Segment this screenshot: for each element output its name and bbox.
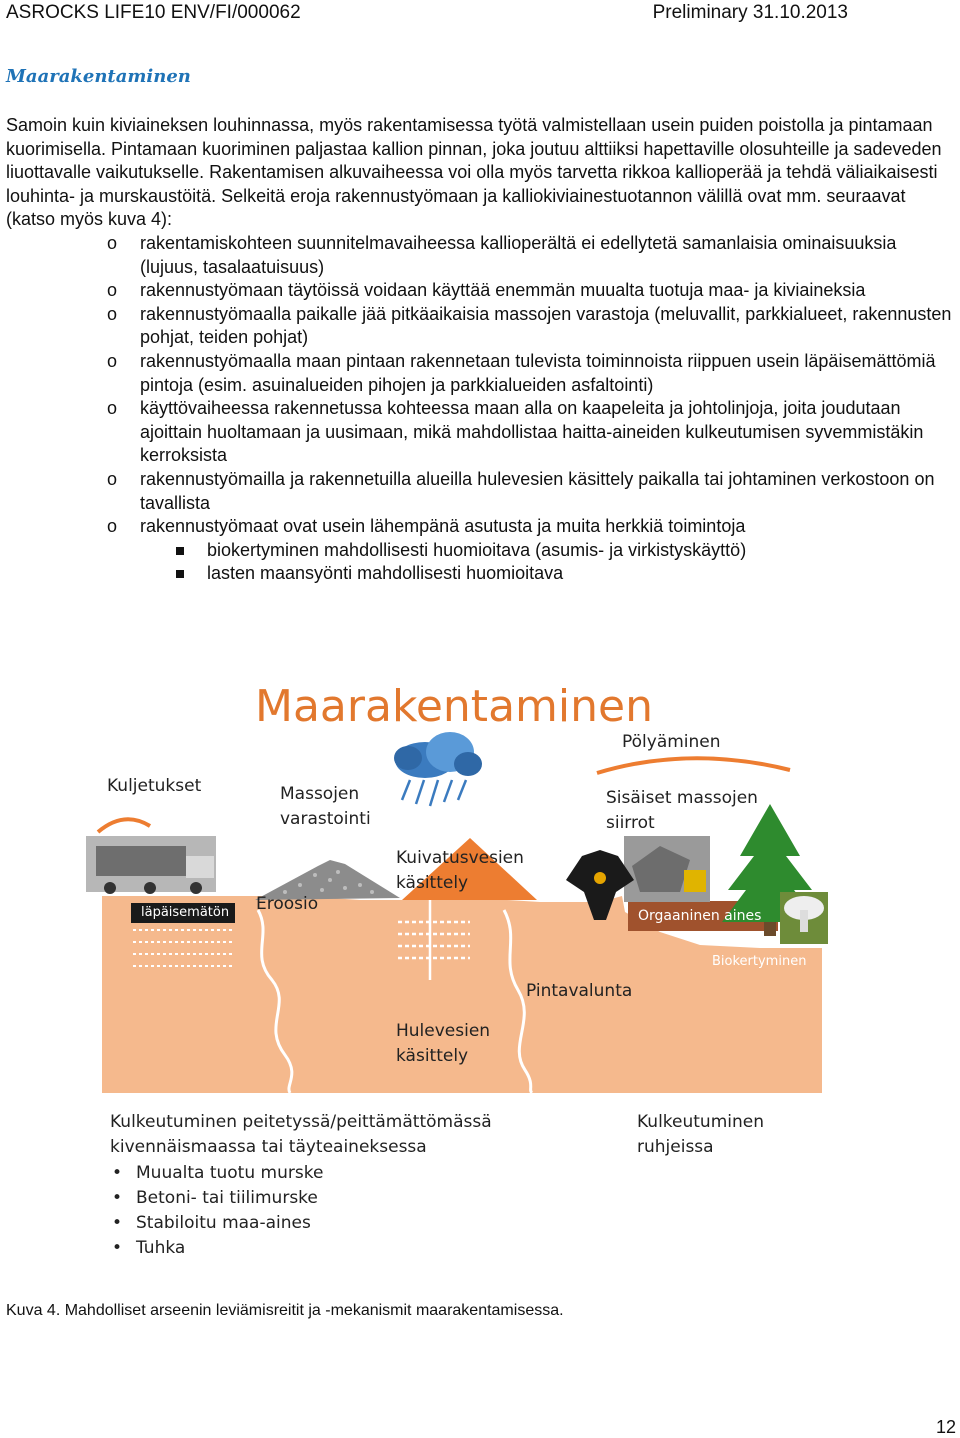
bullet-list (6, 232, 956, 586)
label-sisaiset-2: siirrot (606, 813, 655, 833)
list-item (6, 232, 956, 279)
list-item-text: rakennustyömailla ja rakennetuilla alueilla hulevesien käsittely paikalla tai johtaminen verkostoon on tavallista (140, 468, 935, 513)
label-pintavalunta: Pintavalunta (526, 981, 633, 1001)
list-item (6, 303, 956, 350)
list-item-text: käyttövaiheessa rakennetussa kohteessa maan alla on kaapeleita ja johtolinjoja, joita joudutaan ajoittain huoltamaan ja uusimaan, mikä mahdollistaa haitta-aineiden kulkeutumisen syvemmistäkin kerroksista (140, 398, 924, 466)
label-kuivatus-2: käsittely (396, 873, 469, 893)
square-bullet-icon (176, 570, 184, 578)
dust-arc-arrow (597, 758, 790, 773)
label-hulevesien-2: käsittely (396, 1046, 469, 1066)
label-sisaiset-1: Sisäiset massojen (606, 788, 758, 808)
body-text (6, 114, 956, 586)
label-orgaaninen-aines: Orgaaninen aines (638, 908, 762, 924)
excavator-icon (624, 836, 710, 902)
bullet-marker: o (107, 398, 118, 419)
figure-title: Maarakentaminen (255, 681, 653, 732)
list-item (6, 468, 956, 515)
material-bullet-icon: • (112, 1238, 123, 1258)
label-kulkeutuminen-right-1: Kulkeutuminen (637, 1112, 765, 1132)
list-item (6, 279, 956, 303)
intro-paragraph: Samoin kuin kiviaineksen louhinnassa, myös rakentamisessa työtä valmistellaan usein puiden poistolla ja pintamaan kuorimisella. Pintamaan kuoriminen paljastaa kallion pinnan, joka joutuu alttiiksi hapettaville olosuhteille ja sadeveden liuottavalle vaikutukselle. Rakentamisen alkuvaiheessa voi olla myös tarvetta rikkoa kallioperää ja tehdä väliaikaisesti louhinta- ja murskaustöitä. Selkeitä eroja rakennustyömaan ja kalliokiviainestuotannon välillä ovat mm. seuraavat (katso myös kuva 4): (6, 115, 942, 230)
label-biokertyminen: Biokertyminen (712, 954, 807, 969)
list-item (6, 515, 956, 586)
label-massojen-1: Massojen (280, 784, 360, 804)
sub-list-item-text: biokertyminen mahdollisesti huomioitava (asumis- ja virkistyskäyttö) (207, 539, 747, 560)
label-kulkeutuminen-left-2: kivennäismaassa tai täyteaineksessa (110, 1137, 427, 1157)
list-item (6, 397, 956, 468)
figure-maarakentaminen (0, 660, 960, 1280)
list-item-text: rakennustyömaat ovat usein lähempänä asutusta ja muita herkkiä toimintoja (140, 516, 746, 537)
list-item (6, 350, 956, 397)
figure-caption: Kuva 4. Mahdolliset arseenin leviämisreitit ja -mekanismit maarakentamisessa. (6, 1302, 564, 1319)
list-item-text: rakentamiskohteen suunnitelmavaiheessa kallioperältä ei edellytetä samanlaisia ominaisuuksia (lujuus, tasalaatuisuus) (140, 232, 897, 277)
label-lapaisematon: läpäisemätön (141, 905, 230, 920)
sub-list-item-text: lasten maansyönti mahdollisesti huomioitava (207, 563, 564, 584)
bullet-marker: o (107, 232, 118, 253)
label-kuljetukset: Kuljetukset (107, 776, 202, 796)
sub-list-item (6, 539, 956, 563)
label-eroosio: Eroosio (256, 894, 319, 914)
material-bullet-icon: • (112, 1188, 123, 1208)
list-item-text: rakennustyömaalla paikalle jää pitkäaikaisia massojen varastoja (meluvallit, parkkialueet, rakennusten pohjat, teiden pohjat) (140, 303, 952, 348)
sub-bullet-list (140, 539, 956, 586)
bullet-marker: o (107, 516, 118, 537)
label-hulevesien-1: Hulevesien (396, 1021, 491, 1041)
material-item: Tuhka (136, 1238, 186, 1258)
header-date: Preliminary 31.10.2013 (652, 2, 848, 23)
material-item: Muualta tuotu murske (136, 1163, 324, 1183)
material-item: Betoni- tai tiilimurske (136, 1188, 318, 1208)
bullet-marker: o (107, 303, 118, 324)
sub-list-item (6, 562, 956, 586)
label-kulkeutuminen-left-1: Kulkeutuminen peitetyssä/peittämättömässä (110, 1112, 492, 1132)
transport-arc-arrow (98, 819, 150, 832)
bullet-marker: o (107, 280, 118, 301)
mushroom-icon (780, 892, 828, 944)
bullet-marker: o (107, 468, 118, 489)
material-item: Stabiloitu maa-aines (136, 1213, 311, 1233)
list-item-text: rakennustyömaan täytöissä voidaan käyttää enemmän muualta tuotuja maa- ja kiviaineksia (140, 280, 866, 301)
label-kulkeutuminen-right-2: ruhjeissa (637, 1137, 714, 1157)
rain-cloud-icon (394, 732, 482, 806)
list-item-text: rakennustyömaalla maan pintaan rakennetaan tulevista toiminnoista riippuen usein läpäisemättömiä pintoja (esim. asuinalueiden pihojen ja parkkialueiden asfaltointi) (140, 350, 936, 395)
page-number: 12 (935, 1417, 956, 1437)
header-project-id: ASROCKS LIFE10 ENV/FI/000062 (6, 2, 301, 23)
truck-icon (86, 836, 216, 894)
section-title: Maarakentaminen (6, 66, 191, 87)
material-bullet-icon: • (112, 1163, 123, 1183)
label-kuivatus-1: Kuivatusvesien (396, 848, 524, 868)
label-polyaminen: Pölyäminen (622, 732, 721, 752)
label-massojen-2: varastointi (280, 809, 371, 829)
bullet-marker: o (107, 350, 118, 371)
material-bullet-icon: • (112, 1213, 123, 1233)
square-bullet-icon (176, 547, 184, 555)
